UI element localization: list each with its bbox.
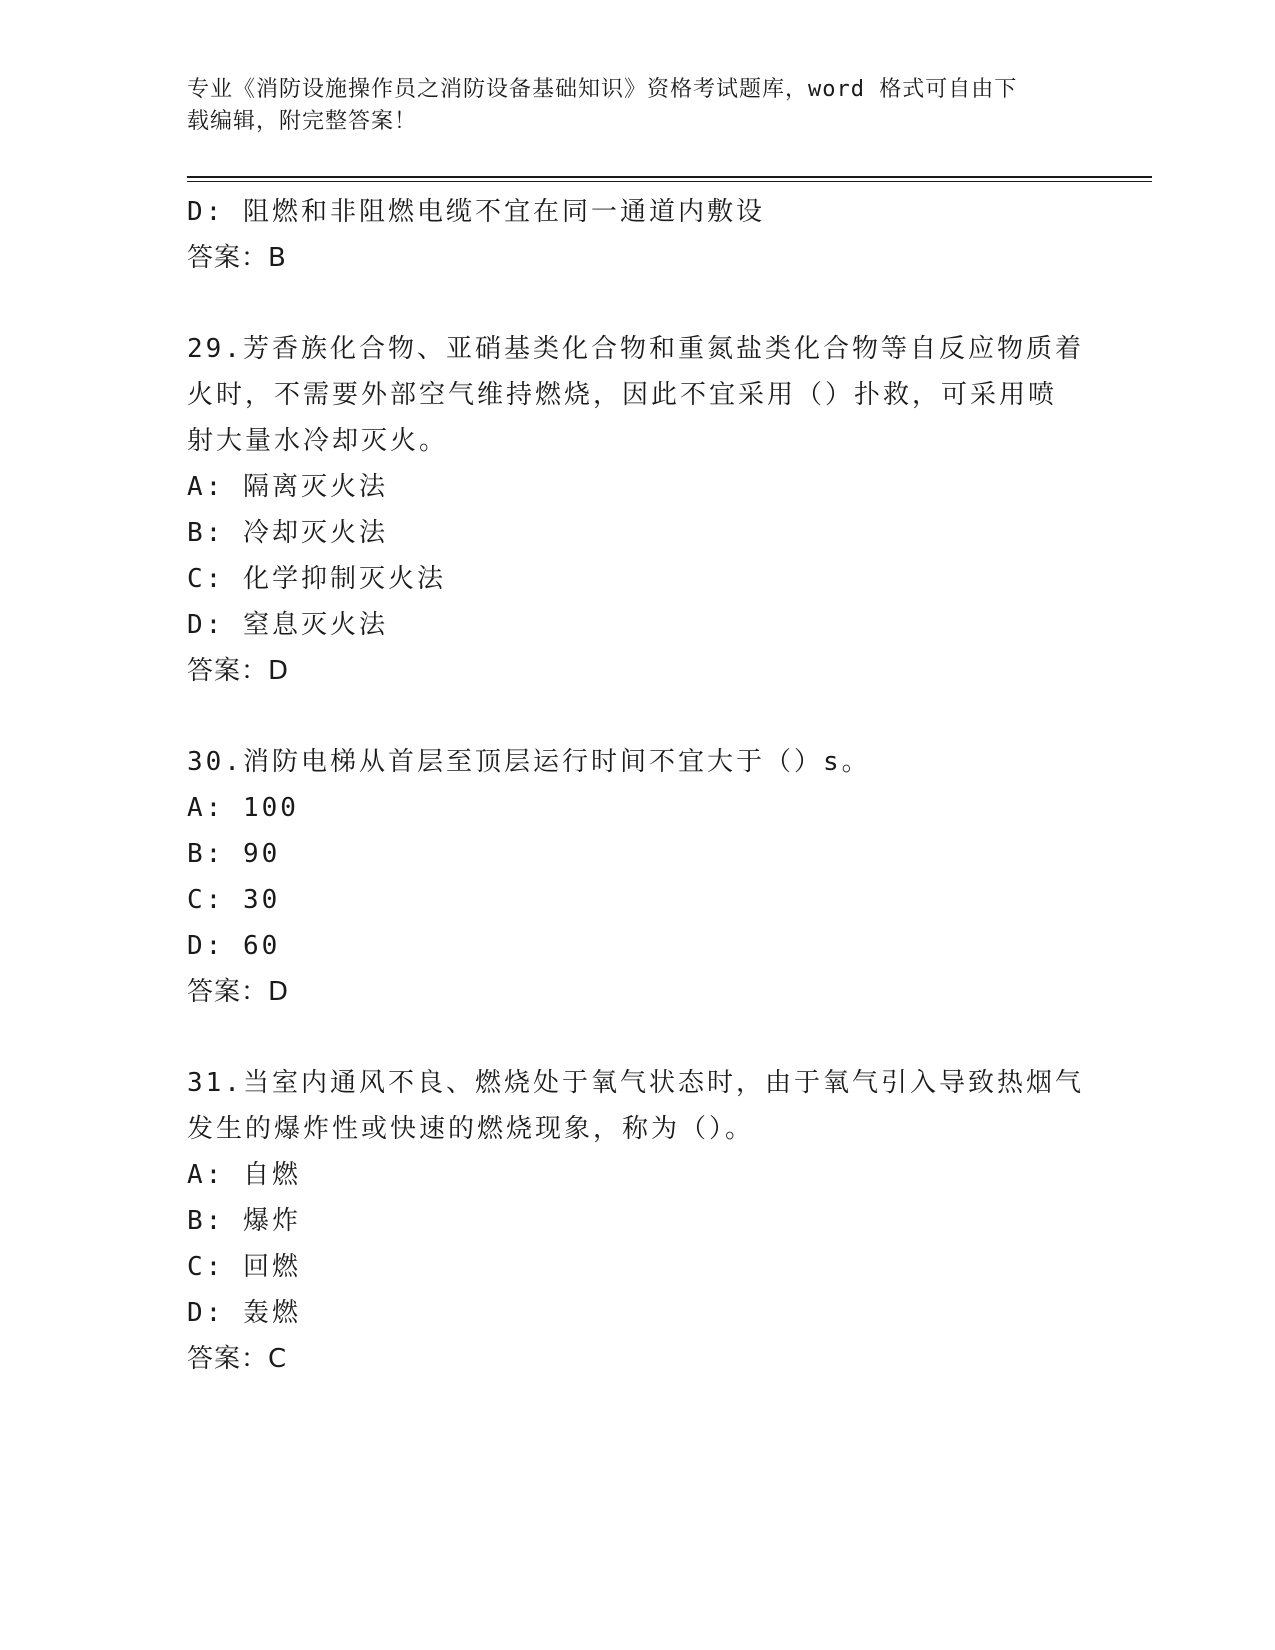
header-divider: [187, 176, 1152, 178]
spacer: [187, 1015, 1087, 1060]
option-a: A: 隔离灭火法: [187, 472, 388, 502]
header-divider-thin: [187, 181, 1152, 182]
question-30: [187, 739, 1087, 1015]
answer-label: 答案：D: [187, 656, 290, 686]
option-d: D: 阻燃和非阻燃电缆不宜在同一通道内敷设: [187, 197, 765, 227]
answer-label: 答案：B: [187, 243, 287, 273]
option-a: A: 100: [187, 793, 299, 823]
option-b: B: 90: [187, 839, 281, 869]
question-list: [187, 189, 1087, 1382]
question-text-line: 射大量水冷却灭火。: [187, 426, 449, 456]
spacer: [187, 281, 1087, 326]
option-b: B: 冷却灭火法: [187, 518, 388, 548]
question-28-tail: [187, 189, 1087, 281]
header-line-2: 载编辑，附完整答案！: [187, 109, 418, 134]
spacer: [187, 694, 1087, 739]
option-a: A: 自燃: [187, 1160, 301, 1190]
option-b: B: 爆炸: [187, 1206, 301, 1236]
question-text-line: 31.当室内通风不良、燃烧处于氧气状态时，由于氧气引入导致热烟气: [187, 1068, 1084, 1098]
question-31: [187, 1060, 1087, 1382]
answer-label: 答案：C: [187, 1344, 288, 1374]
question-text-line: 29.芳香族化合物、亚硝基类化合物和重氮盐类化合物等自反应物质着: [187, 334, 1084, 364]
option-c: C: 30: [187, 885, 281, 915]
question-29: [187, 326, 1087, 694]
option-d: D: 60: [187, 931, 281, 961]
header-line-1: 专业《消防设施操作员之消防设备基础知识》资格考试题库，word 格式可自由下: [187, 77, 1018, 102]
option-c: C: 回燃: [187, 1252, 301, 1282]
option-c: C: 化学抑制灭火法: [187, 564, 446, 594]
question-text-line: 30.消防电梯从首层至顶层运行时间不宜大于（）s。: [187, 747, 871, 777]
answer-label: 答案：D: [187, 977, 290, 1007]
option-d: D: 轰燃: [187, 1298, 301, 1328]
question-text-line: 发生的爆炸性或快速的燃烧现象，称为（）。: [187, 1114, 755, 1144]
option-d: D: 窒息灭火法: [187, 610, 388, 640]
question-text-line: 火时，不需要外部空气维持燃烧，因此不宜采用（）扑救，可采用喷: [187, 380, 1058, 410]
document-header: [187, 74, 1087, 138]
